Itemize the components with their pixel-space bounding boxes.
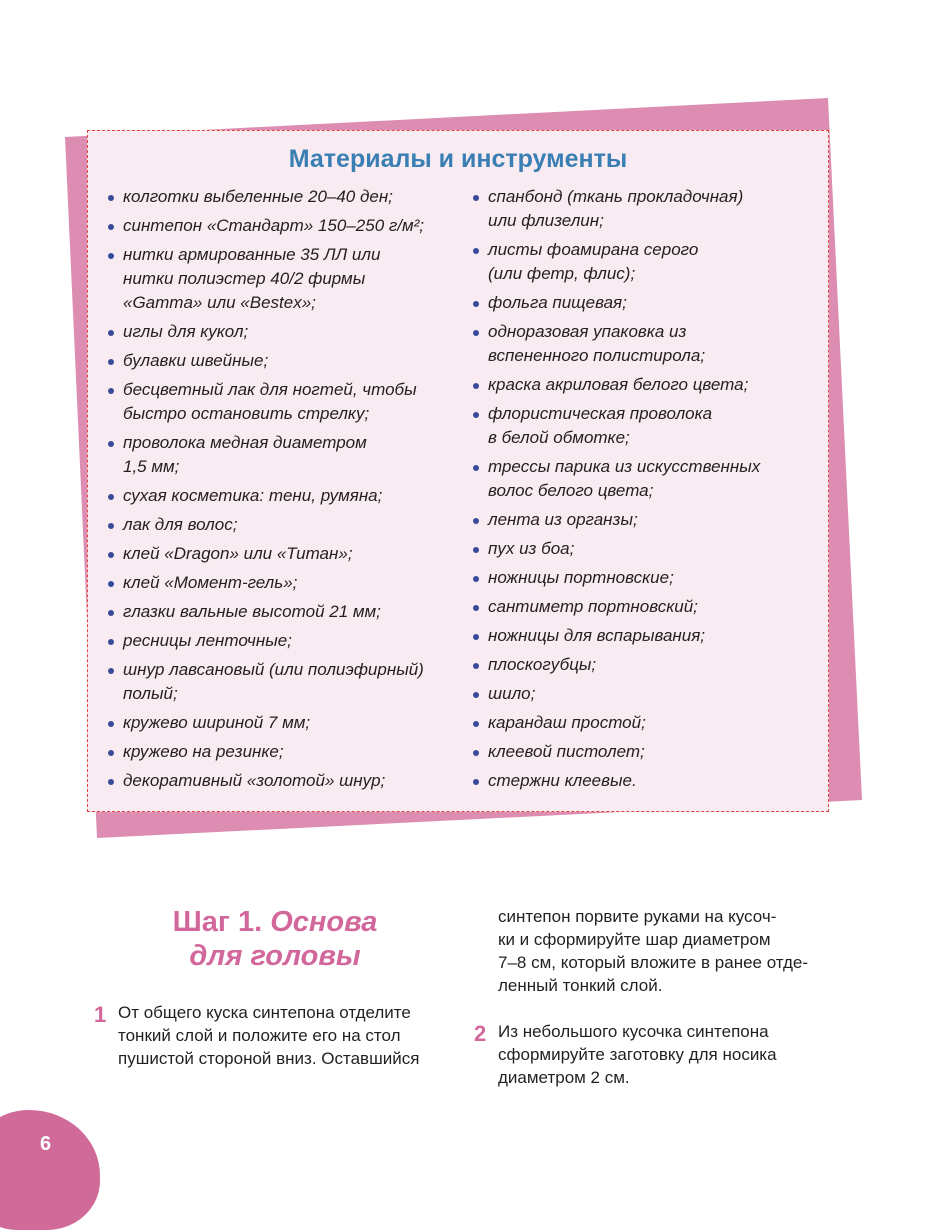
material-item: плоскогубцы; [471, 653, 821, 677]
material-item: трессы парика из искусственных волос белого цвета; [471, 455, 821, 503]
material-item: сантиметр портновский; [471, 595, 821, 619]
material-item: стержни клеевые. [471, 769, 821, 793]
step-text-continuation: синтепон порвите руками на кусоч- ки и сформируйте шар диаметром 7–8 см, который вложите в ранее отде- ленный тонкий слой. [498, 907, 809, 995]
material-item: кружево шириной 7 мм; [106, 711, 466, 735]
material-item: фольга пищевая; [471, 291, 821, 315]
material-item: клей «Dragon» или «Титан»; [106, 542, 466, 566]
material-item: проволока медная диаметром 1,5 мм; [106, 431, 466, 479]
page-number: 6 [40, 1133, 52, 1155]
material-item: флористическая проволока в белой обмотке; [471, 402, 821, 450]
material-item: лента из органзы; [471, 508, 821, 532]
material-item: ножницы портновские; [471, 566, 821, 590]
material-item: шило; [471, 682, 821, 706]
material-item: иглы для кукол; [106, 320, 466, 344]
material-item: карандаш простой; [471, 711, 821, 735]
material-item: клей «Момент-гель»; [106, 571, 466, 595]
material-item: декоративный «золотой» шнур; [106, 769, 466, 793]
step-heading [120, 905, 430, 973]
material-item: пух из боа; [471, 537, 821, 561]
material-item: ножницы для вспарывания; [471, 624, 821, 648]
step-number: 2 [474, 1021, 487, 1046]
materials-card [87, 130, 829, 812]
step-number: 1 [94, 1002, 107, 1027]
material-item: шнур лавсановый (или полиэфирный) полый; [106, 658, 466, 706]
material-item: булавки швейные; [106, 349, 466, 373]
step-title: Основа для головы [189, 906, 378, 972]
step-prefix: Шаг 1. [172, 906, 263, 938]
material-item: кружево на резинке; [106, 740, 466, 764]
material-item: ресницы ленточные; [106, 629, 466, 653]
materials-list-right [471, 185, 821, 798]
materials-title: Материалы и инструменты [288, 145, 628, 173]
materials-list-left [106, 185, 466, 798]
material-item: бесцветный лак для ногтей, чтобы быстро остановить стрелку; [106, 378, 466, 426]
material-item: клеевой пистолет; [471, 740, 821, 764]
step-text: Из небольшого кусочка синтепона сформируйте заготовку для носика диаметром 2 см. [498, 1022, 777, 1087]
material-item: листы фоамирана серого (или фетр, флис); [471, 238, 821, 286]
material-item: сухая косметика: тени, румяна; [106, 484, 466, 508]
material-item: краска акриловая белого цвета; [471, 373, 821, 397]
material-item: глазки вальные высотой 21 мм; [106, 600, 466, 624]
material-item: синтепон «Стандарт» 150–250 г/м²; [106, 214, 466, 238]
step-text: От общего куска синтепона отделите тонкий слой и положите его на стол пушистой стороной вниз. Оставшийся [118, 1003, 420, 1068]
material-item: спанбонд (ткань прокладочная) или флизелин; [471, 185, 821, 233]
material-item: одноразовая упаковка из вспененного полистирола; [471, 320, 821, 368]
material-item: лак для волос; [106, 513, 466, 537]
material-item: колготки выбеленные 20–40 ден; [106, 185, 466, 209]
material-item: нитки армированные 35 ЛЛ или нитки полиэстер 40/2 фирмы «Gamma» или «Bestex»; [106, 243, 466, 315]
